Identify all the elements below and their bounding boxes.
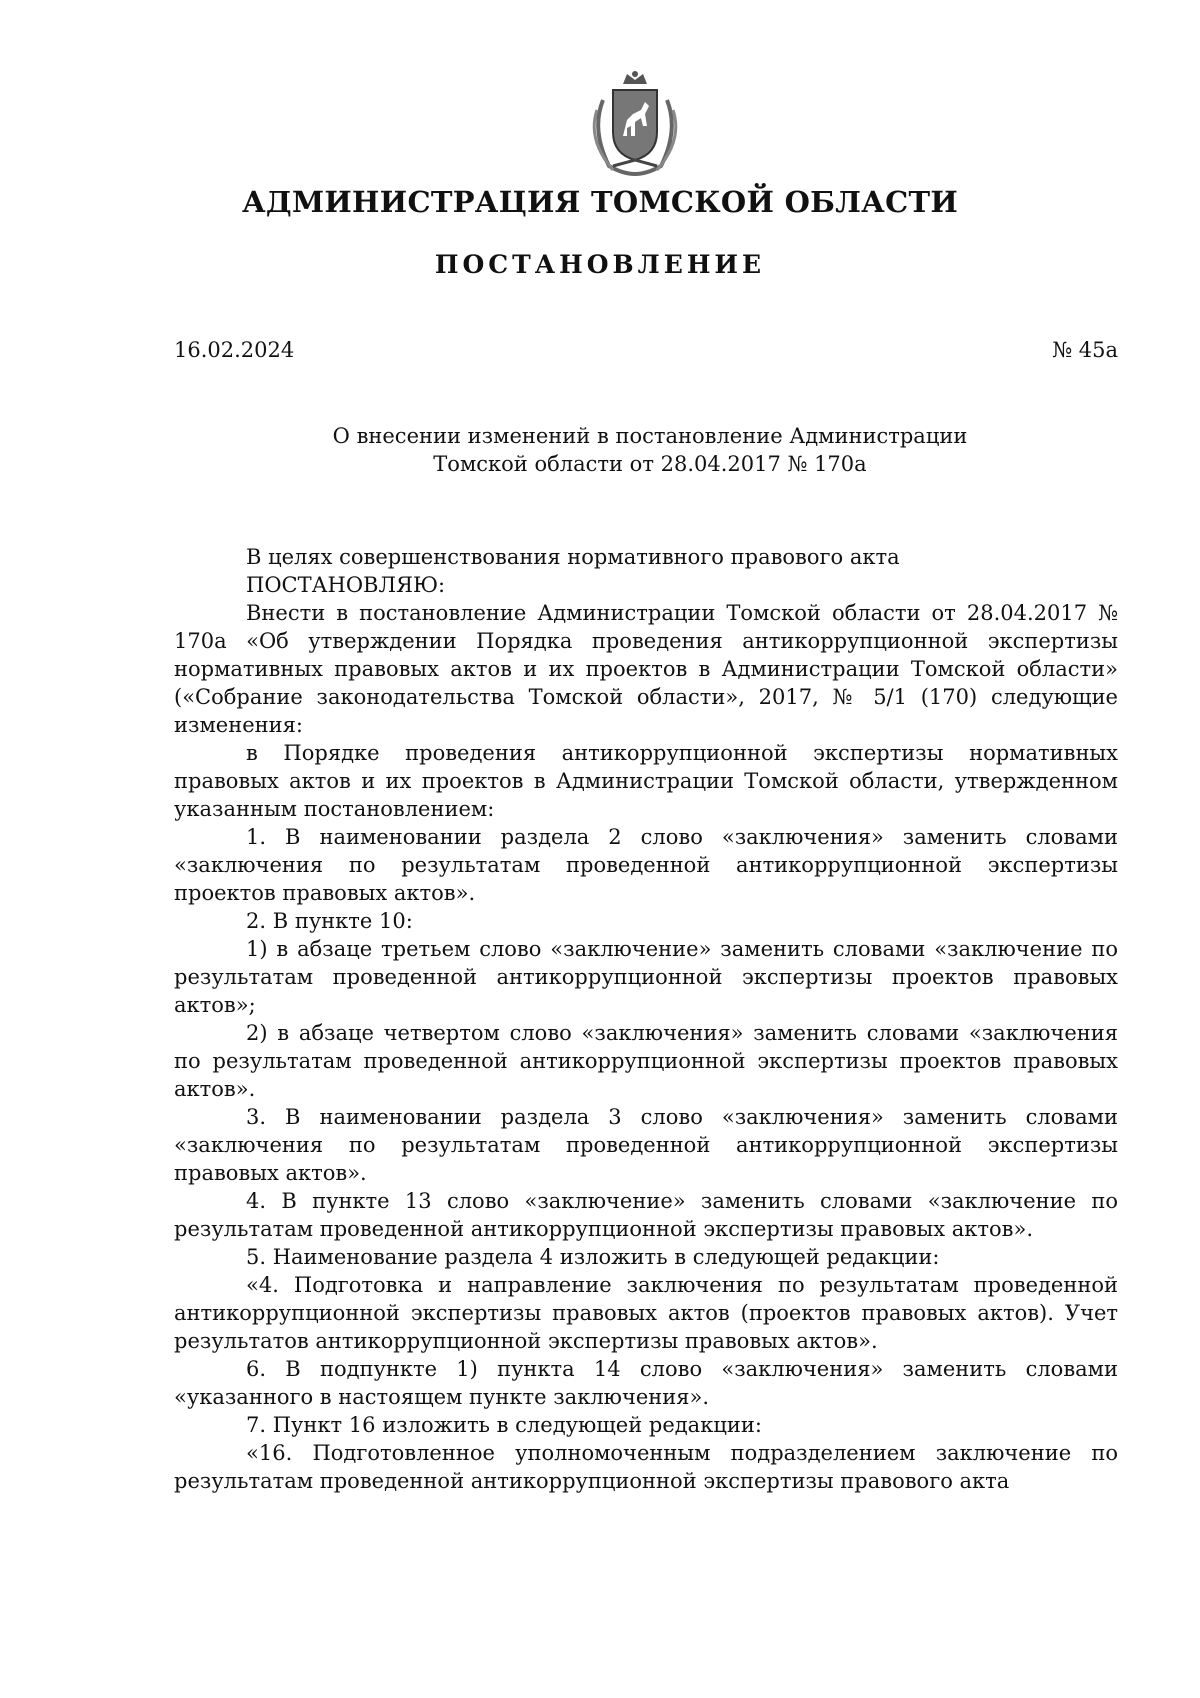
body-paragraph: «16. Подготовленное уполномоченным подразделением заключение по результатам проведенной антикоррупционной экспертизы правового акта [174,1441,1118,1493]
body-paragraph: 1. В наименовании раздела 2 слово «заключения» заменить словами «заключения по результатам проведенной антикоррупционной экспертизы проектов правовых актов». [174,825,1118,905]
coat-of-arms-icon [583,70,687,178]
document-type-title: ПОСТАНОВЛЕНИЕ [434,250,766,279]
document-number: № 45а [1052,338,1118,362]
subject-line: Томской области от 28.04.2017 № 170а [433,452,867,476]
body-paragraph: 4. В пункте 13 слово «заключение» заменить словами «заключение по результатам проведенной антикоррупционной экспертизы правовых актов». [174,1189,1118,1241]
body-paragraph: 5. Наименование раздела 4 изложить в следующей редакции: [246,1245,940,1269]
body-paragraph: 2) в абзаце четвертом слово «заключения» заменить словами «заключения по результатам проведенной антикоррупционной экспертизы проектов правовых актов». [174,1021,1118,1101]
body-paragraph: 2. В пункте 10: [246,909,413,933]
document-subject [250,422,1050,478]
subject-line: О внесении изменений в постановление Администрации [332,424,968,448]
body-paragraph: «4. Подготовка и направление заключения по результатам проведенной антикоррупционной экспертизы правовых актов (проектов правовых актов). Учет результатов антикоррупционной экспертизы правовых актов». [174,1273,1118,1353]
body-paragraph: В целях совершенствования нормативного правового акта [246,545,900,569]
body-paragraph: Внести в постановление Администрации Томской области от 28.04.2017 № 170а «Об утверждении Порядка проведения антикоррупционной экспертизы нормативных правовых актов и их проектов в Администрации Томской области» («Собрание законодательства Томской области», 2017, № 5/1 (170) следующие изменения: [174,601,1118,737]
decree-keyword: ПОСТАНОВЛЯЮ: [246,573,446,597]
document-date: 16.02.2024 [174,338,295,362]
organization-title: АДМИНИСТРАЦИЯ ТОМСКОЙ ОБЛАСТИ [241,185,959,219]
body-paragraph: в Порядке проведения антикоррупционной экспертизы нормативных правовых актов и их проектов в Администрации Томской области, утвержденном указанным постановлением: [174,741,1118,821]
body-paragraph: 6. В подпункте 1) пункта 14 слово «заключения» заменить словами «указанного в настоящем пункте заключения». [174,1357,1118,1409]
body-paragraph: 7. Пункт 16 изложить в следующей редакции: [246,1413,762,1437]
document-body [174,543,1118,1495]
body-paragraph: 3. В наименовании раздела 3 слово «заключения» заменить словами «заключения по результатам проведенной антикоррупционной экспертизы правовых актов». [174,1105,1118,1185]
body-paragraph: 1) в абзаце третьем слово «заключение» заменить словами «заключение по результатам проведенной антикоррупционной экспертизы проектов правовых актов»; [174,937,1118,1017]
